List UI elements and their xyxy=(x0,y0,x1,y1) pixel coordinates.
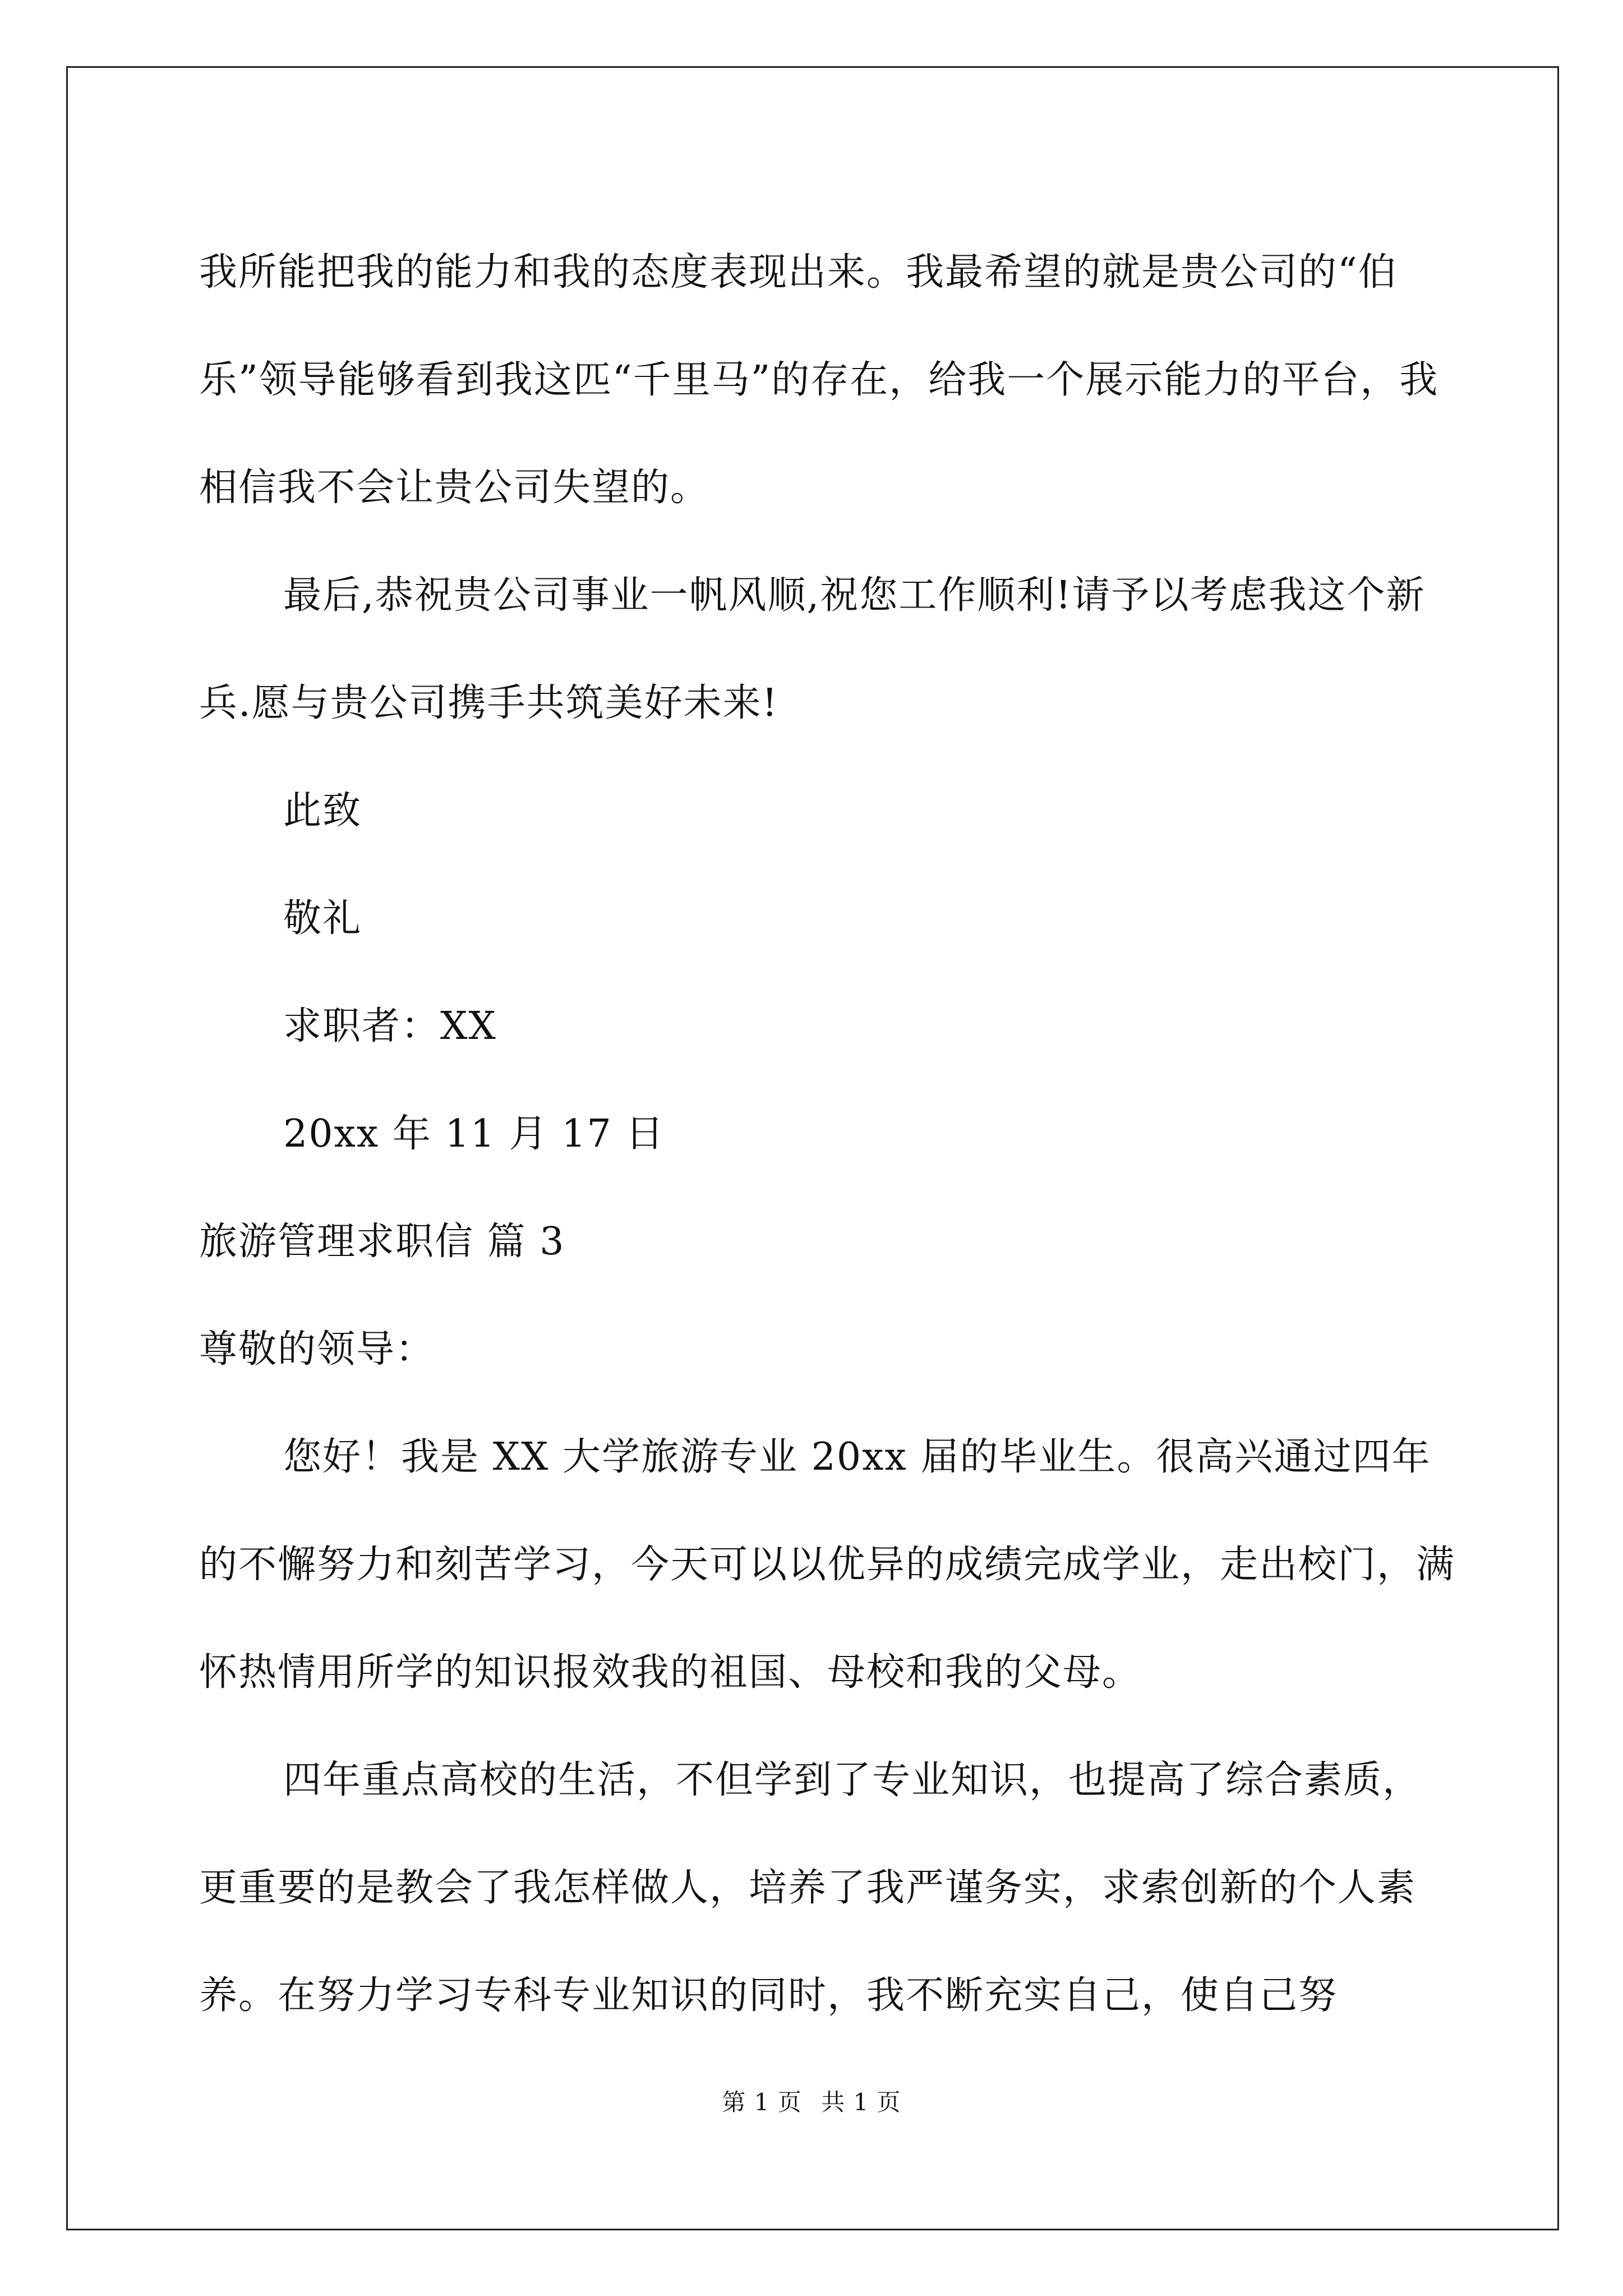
section-heading: 旅游管理求职信 篇 3 xyxy=(199,1220,565,1264)
page-number: 第 1 页 xyxy=(722,2088,802,2116)
paragraph-1: 我所能把我的能力和我的态度表现出来。我最希望的就是贵公司的“伯乐”领导能够看到我这匹“千里马”的存在，给我一个展示能力的平台，我相信我不会让贵公司失望的。 xyxy=(199,250,1439,510)
page-total: 共 1 页 xyxy=(821,2088,901,2116)
paragraph-university-life: 四年重点高校的生活，不但学到了专业知识，也提高了综合素质，更重要的是教会了我怎样做人，培养了我严谨务实，求索创新的个人素养。在努力学习专科专业知识的同时，我不断充实自己，使自己努 xyxy=(199,1758,1422,2018)
greeting: 尊敬的领导： xyxy=(199,1327,435,1372)
page-footer xyxy=(0,2084,1623,2118)
letter-date: 20xx 年 11 月 17 日 xyxy=(283,1112,665,1156)
paragraph-intro: 您好！我是 XX 大学旅游专业 20xx 届的毕业生。很高兴通过四年的不懈努力和刻苦学习，今天可以以优异的成绩完成学业，走出校门，满怀热情用所学的知识报效我的祖国、母校和我的父母。 xyxy=(199,1435,1456,1695)
salutation-jingli: 敬礼 xyxy=(283,896,362,941)
document-body xyxy=(199,219,1455,2050)
paragraph-closing-wishes: 最后,恭祝贵公司事业一帆风顺,祝您工作顺利!请予以考虑我这个新兵.愿与贵公司携手共筑美好未来! xyxy=(199,573,1426,725)
salutation-cizhi: 此致 xyxy=(283,789,362,833)
applicant-signature: 求职者：XX xyxy=(283,1004,497,1048)
